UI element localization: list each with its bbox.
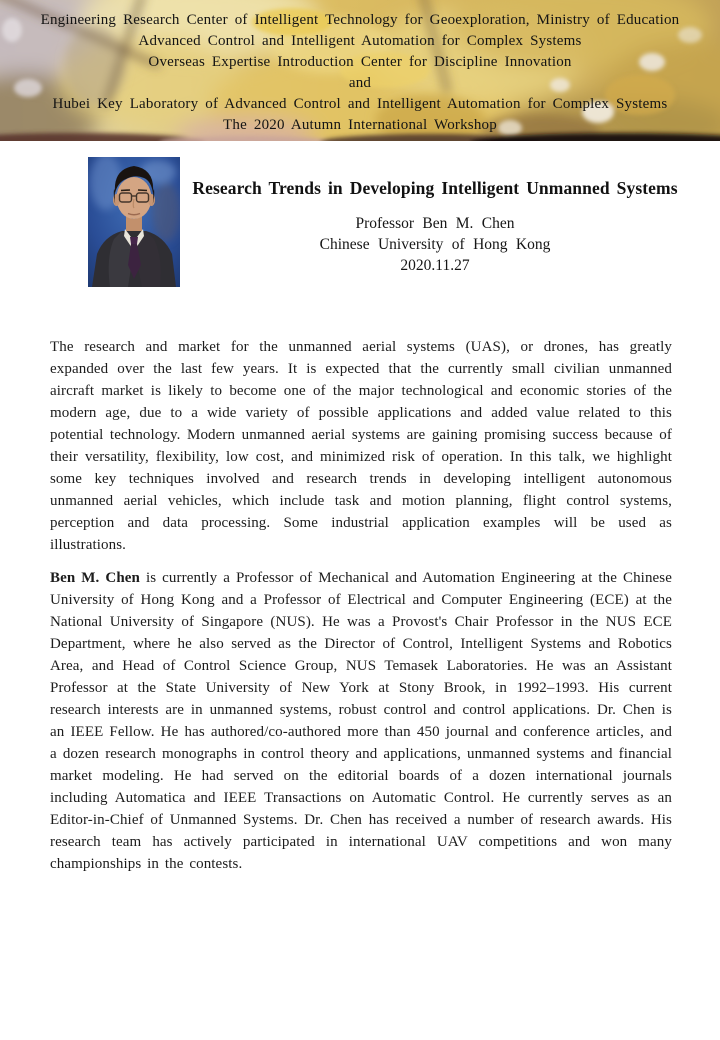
banner-line-5: Hubei Key Laboratory of Advanced Control and Intelligent Automation for Complex Systems <box>52 96 668 112</box>
banner-line-4: and <box>348 75 372 91</box>
bio-text: is currently a Professor of Mechanical and Automation Engineering at the Chinese University of Hong Kong and a Professor of Electrical and Computer Engineering (ECE) at the National University of Singapore (NUS). He was a Provost's Chair Professor in the NUS ECE Department, where he also served as the Director of Control, Intelligent Systems and Robotics Area, and Head of Control Science Group, NUS Temasek Laboratories. He was an Assistant Professor at the State University of New York at Stony Brook, in 1992–1993. His current research interests are in unmanned systems, robust control and control applications. Dr. Chen is an IEEE Fellow. He has authored/co-authored more than 450 journal and conference articles, and a dozen research monographs in control theory and applications, unmanned systems and financial market modeling. He had served on the editorial boards of a dozen international journals including Automatica and IEEE Transactions on Automatic Control. He currently serves as an Editor-in-Chief of Unmanned Systems. Dr. Chen has received a number of research awards. His research team has actively participated in international UAV competitions and won many championships in the contests. <box>50 570 673 872</box>
banner-line-2: Advanced Control and Intelligent Automation for Complex Systems <box>138 33 582 49</box>
talk-info <box>180 157 690 287</box>
banner-line-6: The 2020 Autumn International Workshop <box>223 117 497 133</box>
body-text <box>0 336 720 875</box>
talk-date: 2020.11.27 <box>400 257 470 274</box>
banner-text-block <box>0 0 720 141</box>
speaker-affiliation: Chinese University of Hong Kong <box>319 236 551 253</box>
abstract-paragraph: The research and market for the unmanned aerial systems (UAS), or drones, has greatly expanded over the last few years. It is expected that the currently small civilian unmanned aircraft market is likely to become one of the major technological and economic stories of the modern age, due to a wide variety of possible applications and added value related to this potential technology. Modern unmanned aerial systems are gaining promising success because of their versatility, flexibility, low cost, and minimized risk of operation. In this talk, we highlight some key techniques involved and research trends in developing intelligent autonomous unmanned aerial vehicles, which include task and motion planning, flight control systems, perception and data processing. Some industrial application examples will be used as illustrations. <box>50 339 672 553</box>
speaker-block <box>0 157 720 287</box>
speaker-name: Professor Ben M. Chen <box>355 215 515 232</box>
bio-speaker-name-bold: Ben M. Chen <box>50 570 140 586</box>
speaker-portrait-photo <box>88 157 180 287</box>
banner-line-3: Overseas Expertise Introduction Center for Discipline Innovation <box>148 54 572 70</box>
header-banner <box>0 0 720 141</box>
banner-line-1: Engineering Research Center of Intelligent Technology for Geoexploration, Ministry of Education <box>40 12 680 28</box>
talk-title: Research Trends in Developing Intelligent Unmanned Systems <box>192 178 678 198</box>
bio-paragraph <box>50 567 672 875</box>
